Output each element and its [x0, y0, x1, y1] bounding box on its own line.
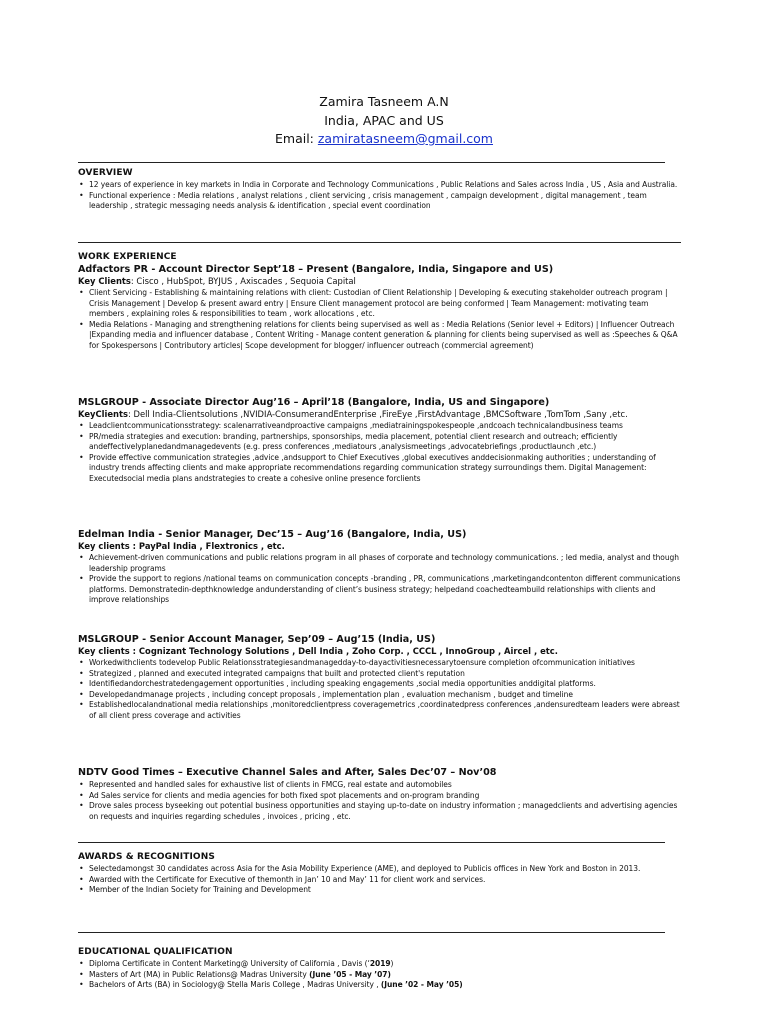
section-divider [78, 842, 665, 843]
list-item: • Establishedlocalandnational media relationships ,monitoredclientpress coveragemetrics ,coordinatedpress conferences ,andensuredteam leaders were abreast of all client press coverage and activities [78, 700, 682, 721]
list-item: • Ad Sales service for clients and media agencies for both fixed spot placements and on-program branding [78, 791, 682, 802]
job-clients [78, 276, 682, 287]
candidate-name: Zamira Tasneem A.N [319, 94, 449, 109]
list-item: • Media Relations - Managing and strengthening relations for clients being supervised as well as : Media Relations (Senior level + Editors) | Influencer Outreach |Expanding media and influencer database , Content Writing - Manage content generation & planning for clients being supervised as well as :Speeches & Q&A for Spokespersons | Contributory articles| Scope development for blogger/ influencer outreach (commercial agreement) [78, 320, 682, 352]
list-item: • Member of the Indian Society for Training and Development [78, 885, 682, 896]
job-title: MSLGROUP - Associate Director Aug’16 – April’18 (Bangalore, India, US and Singapore) [78, 397, 550, 408]
job-clients [78, 409, 682, 420]
clients-list: : Cisco , HubSpot, BYJUS , Axiscades , Sequoia Capital [130, 276, 356, 286]
list-item: • Strategized , planned and executed integrated campaigns that built and protected client's reputation [78, 669, 682, 680]
education-section [78, 946, 682, 991]
job-entry [78, 396, 682, 485]
email-label: Email: [275, 131, 318, 146]
list-item: • Client Servicing - Establishing & maintaining relations with client: Custodian of Client Relationship | Developing & executing stakeholder outreach program | Crisis Management | Develop & present award entry | Ensure Client management protocol are being conformed | Team Management: motivating team members , explaining roles & responsibilities to team , work allocations , etc. [78, 288, 682, 320]
email-line [0, 129, 768, 149]
list-item: • Drove sales process byseeking out potential business opportunities and staying up-to-date on industry information ; managedclients and advertising agencies on requests and inquiries regarding schedules , invoices , pricing , etc. [78, 801, 682, 822]
awards-section [78, 851, 682, 896]
education-text: Bachelors of Arts (BA) in Sociology@ Stella Maris College , Madras University , [89, 980, 381, 990]
job-title: MSLGROUP - Senior Account Manager, Sep’09 – Aug’15 (India, US) [78, 634, 436, 645]
job-bullets [78, 288, 682, 352]
education-dates: (June ’02 - May ’05) [380, 980, 463, 990]
section-divider [78, 932, 665, 933]
education-list [78, 959, 682, 991]
job-title: Adfactors PR - Account Director Sept’18 – Present (Bangalore, India, Singapore and US) [78, 264, 554, 275]
clients-label: Key clients : PayPal India , Flextronics , etc. [78, 541, 285, 551]
job-entry [78, 633, 682, 722]
list-item: • Provide effective communication strategies ,advice ,andsupport to Chief Executives ,global executives anddecisionmaking authorities ; understanding of industry trends affecting clients and make appropriate recommendations regarding communication strategy surroundings them. Digital Management: Executedsocial media plans andstrategies to create a cohesive online presence forclients [78, 453, 682, 485]
section-title: OVERVIEW [78, 168, 133, 178]
list-item [78, 970, 682, 981]
clients-label: Key Clients [78, 276, 131, 286]
job-clients [78, 541, 682, 552]
education-text: Masters of Art (MA) in Public Relations@ Madras University [89, 969, 310, 979]
job-entry [78, 528, 682, 606]
list-item [78, 959, 682, 970]
job-bullets [78, 658, 682, 722]
education-dates: (June ’05 - May ’07) [309, 969, 391, 979]
job-bullets [78, 421, 682, 485]
work-experience-section [78, 251, 682, 352]
education-dates: 2019 [369, 959, 391, 968]
list-item: • Developedandmanage projects , including concept proposals , implementation plan , evaluation mechanism , budget and timeline [78, 690, 682, 701]
email-link[interactable]: zamiratasneem@gmail.com [317, 131, 493, 146]
section-title: AWARDS & RECOGNITIONS [78, 852, 215, 862]
list-item: • Functional experience : Media relations , analyst relations , client servicing , crisis management , campaign development , digital management , team leadership , strategic messaging needs analysis & identification , special event coordination [78, 191, 682, 212]
list-item: • Provide the support to regions /national teams on communication concepts -branding , PR, communications ,marketingandcontenton different communications platforms. Demonstratedin-depthknowledge andunderstanding of client’s business strategy; helpedand coachedteambuild relationships with clients and improve relationships [78, 574, 682, 606]
section-divider [78, 242, 681, 243]
job-bullets [78, 553, 682, 606]
list-item: • PR/media strategies and execution: branding, partnerships, sponsorships, media placement, potential client research and outreach; efficiently andeffectivelyplanedandmanagedevents (e.g. press conferences ,mediatours ,analysismeetings ,advocatebriefings ,productlaunch ,etc.) [78, 432, 682, 453]
education-tail: ) [390, 959, 394, 968]
list-item: • Achievement-driven communications and public relations program in all phases of corporate and technology communications. ; led media, analyst and though leadership programs [78, 553, 682, 574]
job-entry [78, 263, 682, 352]
job-title: NDTV Good Times – Executive Channel Sales and After, Sales Dec’07 – Nov’08 [78, 767, 497, 778]
clients-label: KeyClients [78, 409, 129, 419]
list-item: • 12 years of experience in key markets in India in Corporate and Technology Communications , Public Relations and Sales across India , US , Asia and Australia. [78, 180, 682, 191]
overview-list [78, 180, 682, 212]
list-item: • Workedwithclients todevelop Public Relationsstrategiesandmanagedday-to-dayactivitiesnecessarytoensure completion ofcommunication initiatives [78, 658, 682, 669]
list-item: • Selectedamongst 30 candidates across Asia for the Asia Mobility Experience (AME), and deployed to Publicis offices in New York and Boston in 2013. [78, 864, 682, 875]
education-text: Diploma Certificate in Content Marketing@ University of California , Davis (‘ [89, 959, 370, 968]
overview-section [78, 167, 682, 212]
list-item: • Identifiedandorchestratedengagement opportunities , including speaking engagements ,social media opportunities anddigital platforms. [78, 679, 682, 690]
section-divider [78, 162, 665, 163]
list-item [78, 980, 682, 991]
awards-list [78, 864, 682, 896]
job-entry [78, 766, 682, 822]
candidate-location: India, APAC and US [324, 113, 444, 128]
section-title: WORK EXPERIENCE [78, 252, 177, 262]
job-clients [78, 646, 682, 657]
list-item: • Awarded with the Certificate for Executive of themonth in Jan’ 10 and May’ 11 for client work and services. [78, 875, 682, 886]
list-item: • Represented and handled sales for exhaustive list of clients in FMCG, real estate and automobiles [78, 780, 682, 791]
clients-label: Key clients : Cognizant Technology Solutions , Dell India , Zoho Corp. , CCCL , InnoGroup , Aircel , etc. [78, 646, 558, 656]
list-item: • Leadclientcommunicationsstrategy: scalenarrativeandproactive campaigns ,mediatrainingspokespeople ,andcoach technicalandbusiness teams [78, 421, 682, 432]
section-title: EDUCATIONAL QUALIFICATION [78, 947, 233, 957]
job-bullets [78, 780, 682, 822]
clients-list: : Dell India-Clientsolutions ,NVIDIA-ConsumerandEnterprise ,FireEye ,FirstAdvantage ,BMCSoftware ,TomTom ,Sany ,etc. [128, 409, 628, 419]
job-title: Edelman India - Senior Manager, Dec’15 – Aug’16 (Bangalore, India, US) [78, 529, 467, 540]
